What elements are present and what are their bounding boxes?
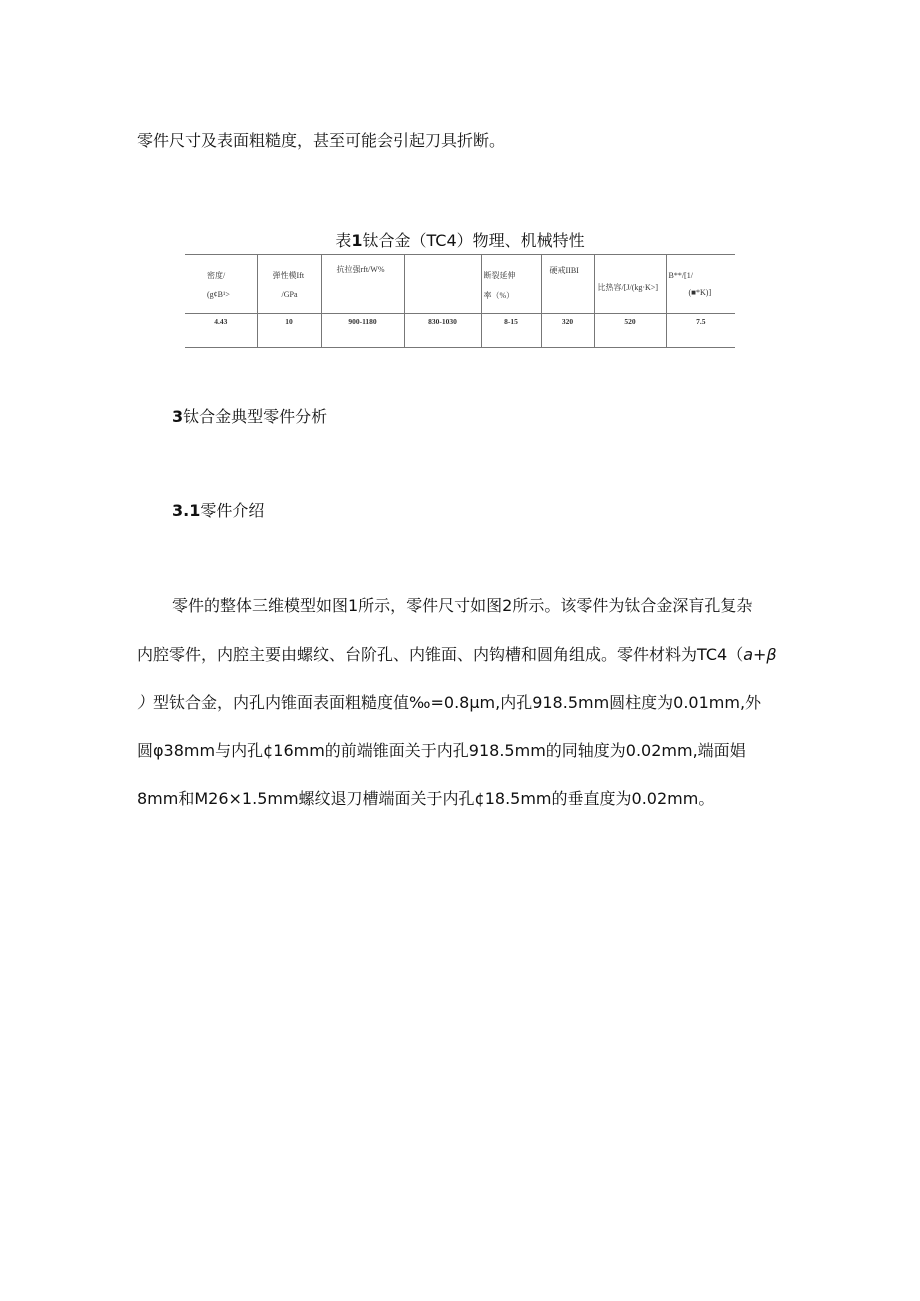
cell-hardness: 320: [541, 314, 594, 348]
header-expansion-line1: B**/[1/: [668, 271, 693, 280]
cell-density: 4.43: [185, 314, 257, 348]
header-specific-heat-line: 比热容/[J/(kg·K>]: [597, 283, 659, 292]
intro-paragraph: 零件尺寸及表面粗糙度，甚至可能会引起刀具折断。: [137, 131, 506, 150]
properties-table: [185, 254, 735, 348]
table-caption-number: 1: [351, 231, 363, 250]
header-tensile-strength: [321, 255, 404, 314]
cell-elongation: 8-15: [481, 314, 541, 348]
body-line-3: [137, 691, 761, 715]
body-line-2-greek: a+β: [743, 645, 777, 664]
table-header-row: [185, 255, 735, 314]
header-elastic-line1: 弹性模Ift: [272, 271, 305, 280]
body-line-5: 8mm和M26×1.5mm螺纹退刀槽端面关于内孔¢18.5mm的垂直度为0.02mm。: [137, 789, 715, 808]
header-expansion: [666, 255, 735, 314]
header-elastic-modulus: [257, 255, 321, 314]
table-caption: [0, 229, 920, 253]
cell-yield: 830-1030: [404, 314, 481, 348]
header-elongation: [481, 255, 541, 314]
cell-specific-heat: 520: [594, 314, 666, 348]
section-3-number: 3: [172, 407, 184, 426]
section-3-1-title: 零件介绍: [200, 501, 265, 520]
body-line-2: [137, 643, 777, 667]
header-hardness-line1: 硬戒IIBI: [549, 266, 579, 275]
header-density: [185, 255, 257, 314]
header-hardness: [541, 255, 594, 314]
header-density-line2: (g¢B¹>: [207, 290, 230, 299]
header-elastic-line2: /GPa: [281, 290, 298, 299]
table-row: [185, 314, 735, 348]
header-blank: [404, 255, 481, 314]
section-heading-3-1: [172, 499, 264, 523]
body-line-4: 圆φ38mm与内孔¢16mm的前端锥面关于内孔918.5mm的同轴度为0.02mm,端面娼: [137, 741, 746, 760]
body-line-1: 零件的整体三维模型如图1所示，零件尺寸如图2所示。该零件为钛合金深肓孔复杂: [172, 596, 753, 615]
header-tensile-line1: 抗拉强rft/W%: [336, 265, 385, 274]
cell-elastic-modulus: 10: [257, 314, 321, 348]
header-elongation-line1: 断裂延伸: [483, 271, 516, 280]
header-specific-heat: [594, 255, 666, 314]
cell-tensile-strength: 900-1180: [321, 314, 404, 348]
header-expansion-line2: (■*K)]: [688, 288, 712, 297]
table-caption-prefix: 表: [335, 231, 352, 250]
section-3-1-number: 3.1: [172, 501, 201, 520]
section-heading-3: [172, 405, 327, 429]
body-line-2-text: 内腔零件，内腔主要由螺纹、台阶孔、内锥面、内钩槽和圆角组成。零件材料为TC4（: [137, 645, 744, 664]
header-density-line1: 密度/: [207, 271, 226, 280]
section-3-title: 钛合金典型零件分析: [183, 407, 328, 426]
header-elongation-line2: 率（%）: [483, 291, 515, 300]
cell-expansion: 7.5: [696, 317, 706, 326]
body-line-3-paren: ）: [137, 693, 154, 712]
body-line-3-text: 型钛合金，内孔内锥面表面粗糙度值‰=0.8μm,内孔918.5mm圆柱度为0.01mm,外: [153, 693, 762, 712]
table-caption-text: 钛合金（TC4）物理、机械特性: [362, 231, 585, 250]
